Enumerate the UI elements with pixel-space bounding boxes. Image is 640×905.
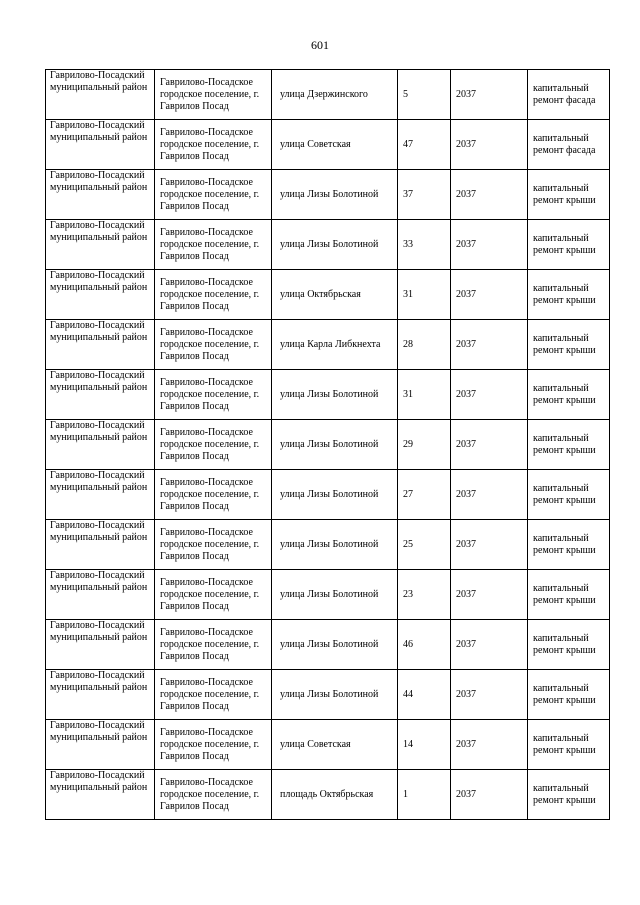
year-cell: 2037	[451, 570, 528, 620]
table-body	[46, 70, 610, 820]
work-type-cell: капитальный ремонт фасада	[528, 120, 610, 170]
year-cell: 2037	[451, 620, 528, 670]
house-number-cell: 37	[398, 170, 451, 220]
work-type-cell: капитальный ремонт фасада	[528, 70, 610, 120]
year-cell: 2037	[451, 770, 528, 820]
year-cell: 2037	[451, 220, 528, 270]
work-type-cell: капитальный ремонт крыши	[528, 670, 610, 720]
street-cell: улица Лизы Болотиной	[272, 370, 398, 420]
table-row	[46, 570, 610, 620]
street-cell: улица Лизы Болотиной	[272, 620, 398, 670]
street-cell: улица Советская	[272, 120, 398, 170]
year-cell: 2037	[451, 320, 528, 370]
district-cell: Гаврилово-Посадский муниципальный район	[46, 270, 155, 320]
work-type-cell: капитальный ремонт крыши	[528, 520, 610, 570]
table-row	[46, 370, 610, 420]
house-number-cell: 23	[398, 570, 451, 620]
settlement-cell: Гаврилово-Посадское городское поселение, г. Гаврилов Посад	[155, 720, 272, 770]
settlement-cell: Гаврилово-Посадское городское поселение, г. Гаврилов Посад	[155, 320, 272, 370]
street-cell: площадь Октябрьская	[272, 770, 398, 820]
house-number-cell: 47	[398, 120, 451, 170]
district-cell: Гаврилово-Посадский муниципальный район	[46, 120, 155, 170]
table-row	[46, 670, 610, 720]
settlement-cell: Гаврилово-Посадское городское поселение, г. Гаврилов Посад	[155, 520, 272, 570]
settlement-cell: Гаврилово-Посадское городское поселение, г. Гаврилов Посад	[155, 470, 272, 520]
house-number-cell: 28	[398, 320, 451, 370]
district-cell: Гаврилово-Посадский муниципальный район	[46, 670, 155, 720]
work-type-cell: капитальный ремонт крыши	[528, 770, 610, 820]
house-number-cell: 5	[398, 70, 451, 120]
house-number-cell: 25	[398, 520, 451, 570]
district-cell: Гаврилово-Посадский муниципальный район	[46, 420, 155, 470]
table-row	[46, 770, 610, 820]
table-row	[46, 320, 610, 370]
street-cell: улица Лизы Болотиной	[272, 470, 398, 520]
settlement-cell: Гаврилово-Посадское городское поселение, г. Гаврилов Посад	[155, 420, 272, 470]
table-row	[46, 420, 610, 470]
district-cell: Гаврилово-Посадский муниципальный район	[46, 570, 155, 620]
house-number-cell: 1	[398, 770, 451, 820]
work-type-cell: капитальный ремонт крыши	[528, 170, 610, 220]
street-cell: улица Карла Либкнехта	[272, 320, 398, 370]
work-type-cell: капитальный ремонт крыши	[528, 470, 610, 520]
street-cell: улица Дзержинского	[272, 70, 398, 120]
street-cell: улица Лизы Болотиной	[272, 520, 398, 570]
settlement-cell: Гаврилово-Посадское городское поселение, г. Гаврилов Посад	[155, 270, 272, 320]
work-type-cell: капитальный ремонт крыши	[528, 420, 610, 470]
work-type-cell: капитальный ремонт крыши	[528, 720, 610, 770]
settlement-cell: Гаврилово-Посадское городское поселение, г. Гаврилов Посад	[155, 570, 272, 620]
house-number-cell: 29	[398, 420, 451, 470]
settlement-cell: Гаврилово-Посадское городское поселение, г. Гаврилов Посад	[155, 170, 272, 220]
settlement-cell: Гаврилово-Посадское городское поселение, г. Гаврилов Посад	[155, 770, 272, 820]
house-number-cell: 27	[398, 470, 451, 520]
table-row	[46, 270, 610, 320]
street-cell: улица Лизы Болотиной	[272, 420, 398, 470]
district-cell: Гаврилово-Посадский муниципальный район	[46, 170, 155, 220]
year-cell: 2037	[451, 70, 528, 120]
street-cell: улица Лизы Болотиной	[272, 670, 398, 720]
street-cell: улица Лизы Болотиной	[272, 570, 398, 620]
year-cell: 2037	[451, 120, 528, 170]
settlement-cell: Гаврилово-Посадское городское поселение, г. Гаврилов Посад	[155, 120, 272, 170]
table-row	[46, 520, 610, 570]
repair-schedule-table	[45, 69, 610, 820]
work-type-cell: капитальный ремонт крыши	[528, 620, 610, 670]
district-cell: Гаврилово-Посадский муниципальный район	[46, 770, 155, 820]
settlement-cell: Гаврилово-Посадское городское поселение, г. Гаврилов Посад	[155, 70, 272, 120]
settlement-cell: Гаврилово-Посадское городское поселение, г. Гаврилов Посад	[155, 370, 272, 420]
year-cell: 2037	[451, 470, 528, 520]
settlement-cell: Гаврилово-Посадское городское поселение, г. Гаврилов Посад	[155, 670, 272, 720]
table-row	[46, 220, 610, 270]
work-type-cell: капитальный ремонт крыши	[528, 320, 610, 370]
year-cell: 2037	[451, 420, 528, 470]
year-cell: 2037	[451, 170, 528, 220]
table-row	[46, 720, 610, 770]
house-number-cell: 31	[398, 370, 451, 420]
house-number-cell: 44	[398, 670, 451, 720]
year-cell: 2037	[451, 720, 528, 770]
street-cell: улица Советская	[272, 720, 398, 770]
house-number-cell: 33	[398, 220, 451, 270]
work-type-cell: капитальный ремонт крыши	[528, 570, 610, 620]
street-cell: улица Лизы Болотиной	[272, 220, 398, 270]
settlement-cell: Гаврилово-Посадское городское поселение, г. Гаврилов Посад	[155, 620, 272, 670]
page-number: 601	[311, 38, 329, 52]
work-type-cell: капитальный ремонт крыши	[528, 220, 610, 270]
work-type-cell: капитальный ремонт крыши	[528, 370, 610, 420]
year-cell: 2037	[451, 270, 528, 320]
district-cell: Гаврилово-Посадский муниципальный район	[46, 620, 155, 670]
district-cell: Гаврилово-Посадский муниципальный район	[46, 220, 155, 270]
district-cell: Гаврилово-Посадский муниципальный район	[46, 470, 155, 520]
table-row	[46, 120, 610, 170]
year-cell: 2037	[451, 520, 528, 570]
district-cell: Гаврилово-Посадский муниципальный район	[46, 520, 155, 570]
table-row	[46, 470, 610, 520]
district-cell: Гаврилово-Посадский муниципальный район	[46, 370, 155, 420]
work-type-cell: капитальный ремонт крыши	[528, 270, 610, 320]
table-row	[46, 620, 610, 670]
district-cell: Гаврилово-Посадский муниципальный район	[46, 720, 155, 770]
street-cell: улица Лизы Болотиной	[272, 170, 398, 220]
table-row	[46, 70, 610, 120]
settlement-cell: Гаврилово-Посадское городское поселение, г. Гаврилов Посад	[155, 220, 272, 270]
house-number-cell: 14	[398, 720, 451, 770]
year-cell: 2037	[451, 370, 528, 420]
house-number-cell: 31	[398, 270, 451, 320]
year-cell: 2037	[451, 670, 528, 720]
table-row	[46, 170, 610, 220]
street-cell: улица Октябрьская	[272, 270, 398, 320]
house-number-cell: 46	[398, 620, 451, 670]
district-cell: Гаврилово-Посадский муниципальный район	[46, 320, 155, 370]
district-cell: Гаврилово-Посадский муниципальный район	[46, 70, 155, 120]
